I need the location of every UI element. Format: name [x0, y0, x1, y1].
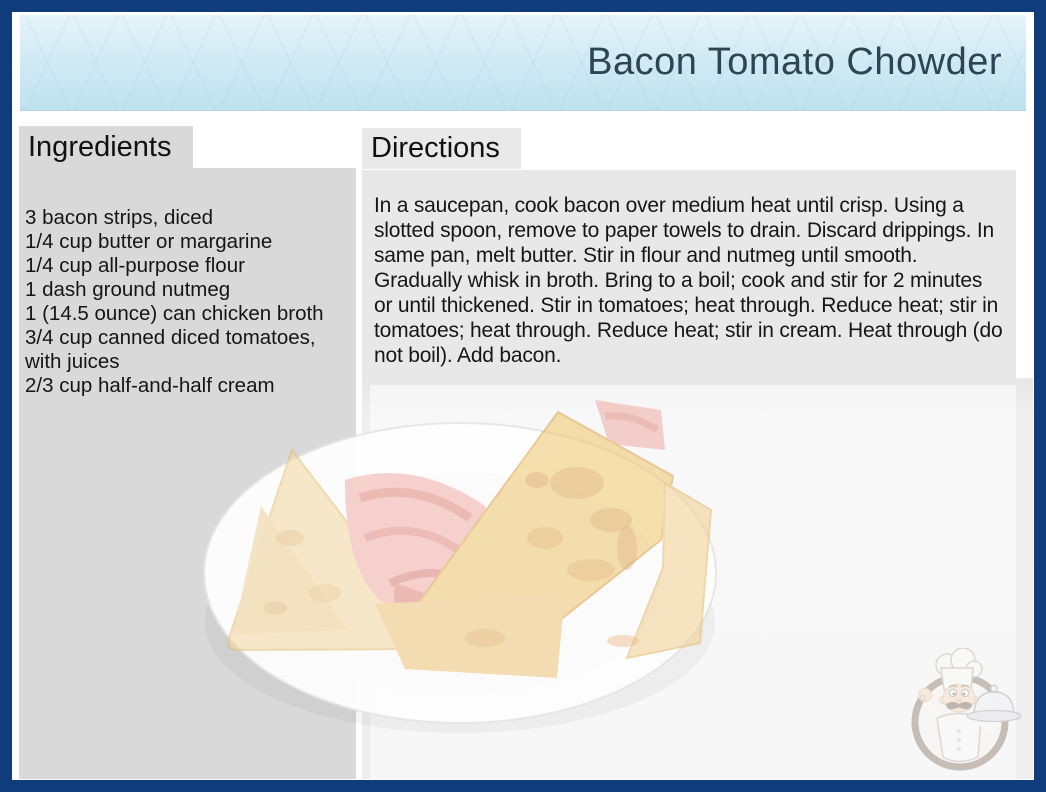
chef-logo-watermark: [903, 648, 1021, 780]
ingredient-item: 1 (14.5 ounce) can chicken broth: [25, 302, 324, 325]
ingredient-item: 3 bacon strips, diced: [25, 206, 214, 229]
ingredient-item: 1 dash ground nutmeg: [25, 278, 231, 301]
food-photo: [195, 388, 770, 779]
ingredients-heading-box: [19, 126, 193, 168]
page-title: Bacon Tomato Chowder: [587, 41, 1002, 83]
ingredient-item: 2/3 cup half-and-half cream: [25, 374, 275, 397]
ingredients-heading: Ingredients: [28, 130, 172, 163]
title-banner: [20, 15, 1026, 111]
ingredient-item: 3/4 cup canned diced tomatoes, with juices: [25, 326, 316, 373]
directions-text: In a saucepan, cook bacon over medium heat until crisp. Using a slotted spoon, remove to paper towels to drain. Discard drippings. In same pan, melt butter. Stir in flour and nutmeg until smooth. Gradually whisk in broth. Bring to a boil; cook and stir for 2 minutes or until thickened. Stir in tomatoes; heat through. Reduce heat; stir in tomatoes; heat through. Reduce heat; stir in cream. Heat through (do not boil). Add bacon.: [374, 194, 1003, 367]
ingredients-list: [25, 206, 348, 398]
right-margin-strip: [1016, 170, 1033, 378]
directions-heading-box: [362, 128, 521, 169]
ingredient-item: 1/4 cup all-purpose flour: [25, 254, 245, 277]
directions-heading: Directions: [371, 132, 500, 164]
ingredient-item: 1/4 cup butter or margarine: [25, 230, 273, 253]
